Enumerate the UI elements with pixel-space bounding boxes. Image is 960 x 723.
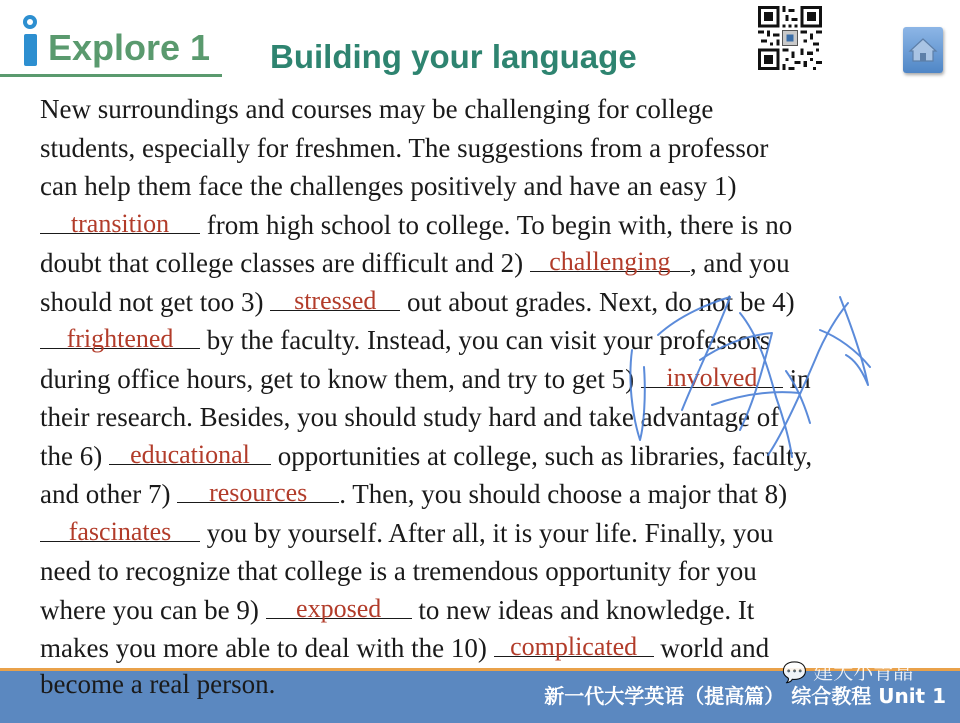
answer-3: stressed <box>294 285 377 315</box>
home-button[interactable] <box>903 27 943 73</box>
footer-title: 新一代大学英语（提高篇） 综合教程 Unit 1 <box>544 684 946 708</box>
answer-8: fascinates <box>68 516 172 546</box>
passage <box>40 90 940 668</box>
answer-blank-4[interactable] <box>40 324 200 353</box>
answer-blank-1[interactable] <box>40 208 200 238</box>
answer-blank-5[interactable] <box>641 362 783 392</box>
passage-line: frightened by the faculty. Instead, you can visit your professors <box>40 321 940 360</box>
logo-i-icon <box>18 14 44 68</box>
answer-blank-10[interactable] <box>494 632 654 661</box>
answer-5: involved <box>666 362 758 392</box>
passage-line: and other 7) resources . Then, you should choose a major that 8) <box>40 478 788 509</box>
passage-line: New surroundings and courses may be challenging for college <box>40 94 714 124</box>
passage-line: their research. Besides, you should study hard and take advantage of <box>40 402 780 432</box>
answer-2: challenging <box>549 247 671 276</box>
passage-line: should not get too 3) stressed out about grades. Next, do not be 4) <box>40 285 795 317</box>
passage-line: where you can be 9) exposed to new ideas and knowledge. It <box>40 593 755 625</box>
passage-line: transition from high school to college. To begin with, there is no <box>40 206 940 245</box>
passage-line: students, especially for freshmen. The suggestions from a professor <box>40 132 769 163</box>
answer-blank-2[interactable] <box>530 247 690 276</box>
answer-4: frightened <box>66 324 174 353</box>
passage-line: makes you more able to deal with the 10) complicated world and <box>40 632 770 663</box>
page-title: Building your language <box>270 38 637 75</box>
answer-blank-3[interactable] <box>270 285 400 315</box>
answer-1: transition <box>70 208 170 238</box>
title-underline <box>0 74 222 77</box>
passage-line: during office hours, get to know them, and try to get 5) involved in <box>40 362 811 394</box>
answer-blank-8[interactable] <box>40 516 200 546</box>
answer-blank-6[interactable] <box>109 439 271 469</box>
passage-line: become a real person. <box>40 669 276 699</box>
home-icon <box>903 27 943 73</box>
answer-blank-7[interactable] <box>177 478 339 507</box>
chat-bubble-icon: 💬 <box>782 660 807 684</box>
passage-line: can help them face the challenges positively and have an easy 1) <box>40 171 737 201</box>
section-title: Explore 1 <box>48 27 211 68</box>
passage-line: doubt that college classes are difficult and 2) challenging , and you <box>40 247 790 278</box>
passage-line: fascinates you by yourself. After all, it is your life. Finally, you <box>40 514 940 553</box>
answer-blank-9[interactable] <box>266 593 412 623</box>
qr-code-icon <box>758 6 822 70</box>
answer-10: complicated <box>510 632 638 661</box>
answer-9: exposed <box>296 593 382 623</box>
answer-6: educational <box>130 439 250 469</box>
passage-line: need to recognize that college is a tremendous opportunity for you <box>40 556 757 586</box>
watermark <box>782 656 913 685</box>
answer-7: resources <box>209 478 308 507</box>
passage-line: the 6) educational opportunities at college, such as libraries, faculty, <box>40 439 813 471</box>
watermark-text: 建大小青晶 <box>813 660 914 684</box>
